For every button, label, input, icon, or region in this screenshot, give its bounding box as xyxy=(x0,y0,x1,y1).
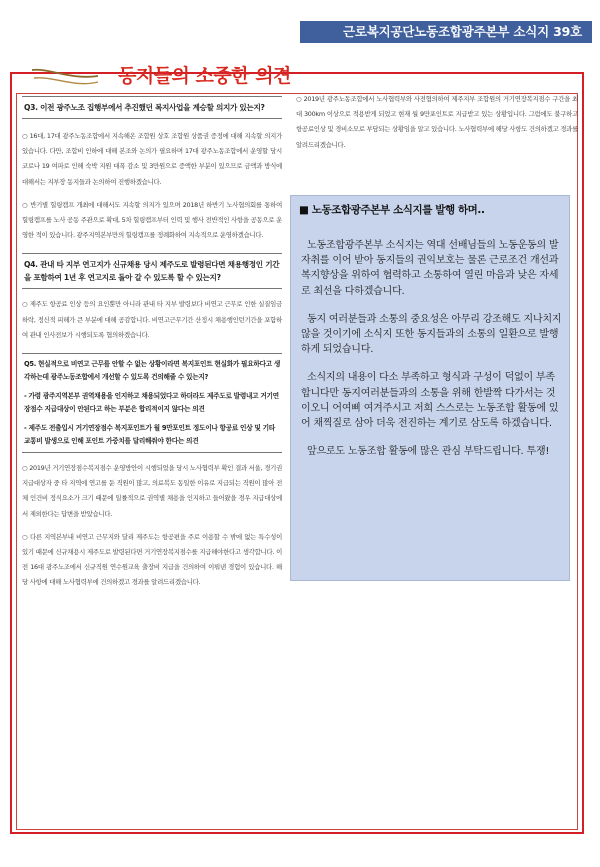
section-title: 동지들의 소중한 의견 xyxy=(118,65,291,87)
notice-box xyxy=(290,195,570,581)
answer-3-1: ○ 16대, 17대 광주노동조합에서 지속해온 조합원 상호 조합원 상품권 증정에 대해 지속할 의지가 있습니다. 다만, 조합비 인하에 대해 본조와 논의가 필요하며 17대 광주노동조합에서 운영할 당시 코로나 19 여파로 인해 숙박 지원 대폭 감소 및 3만원으로 증액한 부분이 있으므로 금액과 방식에 대해서는 지부장 동지들과 논의하여 진행하겠습니다. xyxy=(22,132,282,186)
notice-paragraph-4: 앞으로도 노동조합 활동에 많은 관심 부탁드립니다. 투쟁! xyxy=(307,446,550,458)
notice-paragraph-2: 동지 여러분들과 소통의 중요성은 아무리 강조해도 지나치지 않을 것이기에 소식지 또한 동지들과의 소통의 일환으로 발행하게 되었습니다. xyxy=(301,313,562,356)
answer-3-2: ○ 반기별 힐링캠프 개최에 대해서도 지속할 의지가 있으며 2018년 하반기 노사협의회를 통하여 힐링캠프를 노사 공동 주관으로 확대, 5차 힐링캠프부터 인력 및 행사 전반적인 사항을 공동으로 운영한 적이 있습니다. 광주지역본부만의 힐링캠프를 정례화하여 지속적으로 운영하겠습니다. xyxy=(22,200,282,240)
right-column xyxy=(296,92,578,153)
question-5-block xyxy=(22,353,282,453)
question-5: Q5. 현실적으로 비연고 근무를 안할 수 없는 상황이라면 복지포인트 현실화가 필요하다고 생각하는데 광주노동조합에서 개선할 수 있도록 건의해줄 수 있는지? xyxy=(24,360,281,382)
answer-top-right: ○ 2019년 광주노동조합에서 노사협력부와 사전협의하여 제주지부 조합원의 거기연장복지점수 구간을 최대 300km 이상으로 적용받게 되었고 현재 월 9만포인트로 지급받고 있는 상황입니다. 그럼에도 불구하고 항공료인상 및 경비소모로 부담되는 상황임을 알고 있습니다. 노사협력부에 해당 사항도 건의하겠고 경과를 알려드리겠습니다. xyxy=(296,95,579,149)
notice-title: ■ 노동조합광주본부 소식지를 발행 하며.. xyxy=(299,204,485,216)
newsletter-header: 근로복지공단노동조합광주본부 소식지 39호 xyxy=(300,21,592,43)
swoosh-icon xyxy=(30,58,100,94)
notice-paragraph-1: 노동조합광주본부 소식지는 역대 선배님들의 노동운동의 발자취를 이어 받아 동지들의 권익보호는 물론 근로조건 개선과 복지향상을 위하여 협력하고 소통하여 열린 마음과 낮은 자세로 최선을 다하겠습니다. xyxy=(301,240,559,297)
question-4: Q4. 관내 타 지부 연고지가 신규채용 당시 제주도로 발령된다면 채용행정인 기간을 포함하여 1년 후 연고지로 돌아 갈 수 있도록 할 수 있는지? xyxy=(22,253,282,289)
opinion-1: - 가령 광주지역본부 권역채용을 인지하고 채용되었다고 하더라도 제주도로 발령내고 거기연장점수 지급대상이 안된다고 하는 부분은 합리적이지 않다는 의견 xyxy=(24,392,279,414)
opinion-2: - 제주도 전출입시 거기연장점수 복지포인트가 월 9만포인트 정도이나 항공료 인상 및 기타 교통비 발생으로 인해 포인트 가중치를 달리해줘야 한다는 의견 xyxy=(24,424,275,446)
notice-paragraph-3: 소식지의 내용이 다소 부족하고 형식과 구성이 덕없이 부족합니다만 동지여러분들과의 소통을 위해 한발짝 다가서는 것이오니 어여삐 여겨주시고 저희 스스로는 노동조합 활동에 있어 채찍질로 삼아 더욱 전진하는 계기로 삼도록 하겠습니다. xyxy=(301,372,559,430)
answer-4-1: ○ 제주도 항공료 인상 등의 요인뿐만 아니라 관내 타 지부 발령보다 비연고 근무로 인한 실질임금하락, 정신적 피해가 큰 부분에 대해 공감합니다. 비연고근무기간 산정시 채용행인턴기간을 포함하여 관내 인사전보가 시행되도록 협의하겠습니다. xyxy=(22,300,282,339)
left-column xyxy=(22,96,282,591)
answer-5-2: ○ 다른 지역본부내 비연고 근무지와 달리 제주도는 항공편을 주로 이용할 수 밖에 없는 특수성이 있기 때문에 신규채용시 제주도로 발령된다면 거기연장복지점수를 지급해야한다고 생각합니다. 이전 16대 광주노조에서 신규직원 연수원교육 출장비 지급을 건의하여 이뤄낸 경험이 있습니다. 해당 사항에 대해 노사협력부에 건의하겠고 경과를 알려드리겠습니다. xyxy=(22,532,282,587)
section-title-area xyxy=(30,58,290,94)
notice-body xyxy=(301,238,563,472)
answer-5-1: ○ 2019년 거기연장점수복지점수 운영방안이 시행되었을 당시 노사협력부 확인 결과 서울, 경기권 지급대상자 중 타 지역에 연고를 둔 직원이 많고, 의료복도 동일한 이유로 지급되는 직원이 많아 전체 인건비 정식요소가 크기 때문에 일률적으로 권역별 채용을 인지하고 들어왔을 경우 지급대상에서 제외한다는 답변을 받았습니다. xyxy=(22,464,282,518)
question-3: Q3. 이전 광주노조 집행부에서 추진했던 복지사업을 계승할 의지가 있는지? xyxy=(22,96,282,119)
